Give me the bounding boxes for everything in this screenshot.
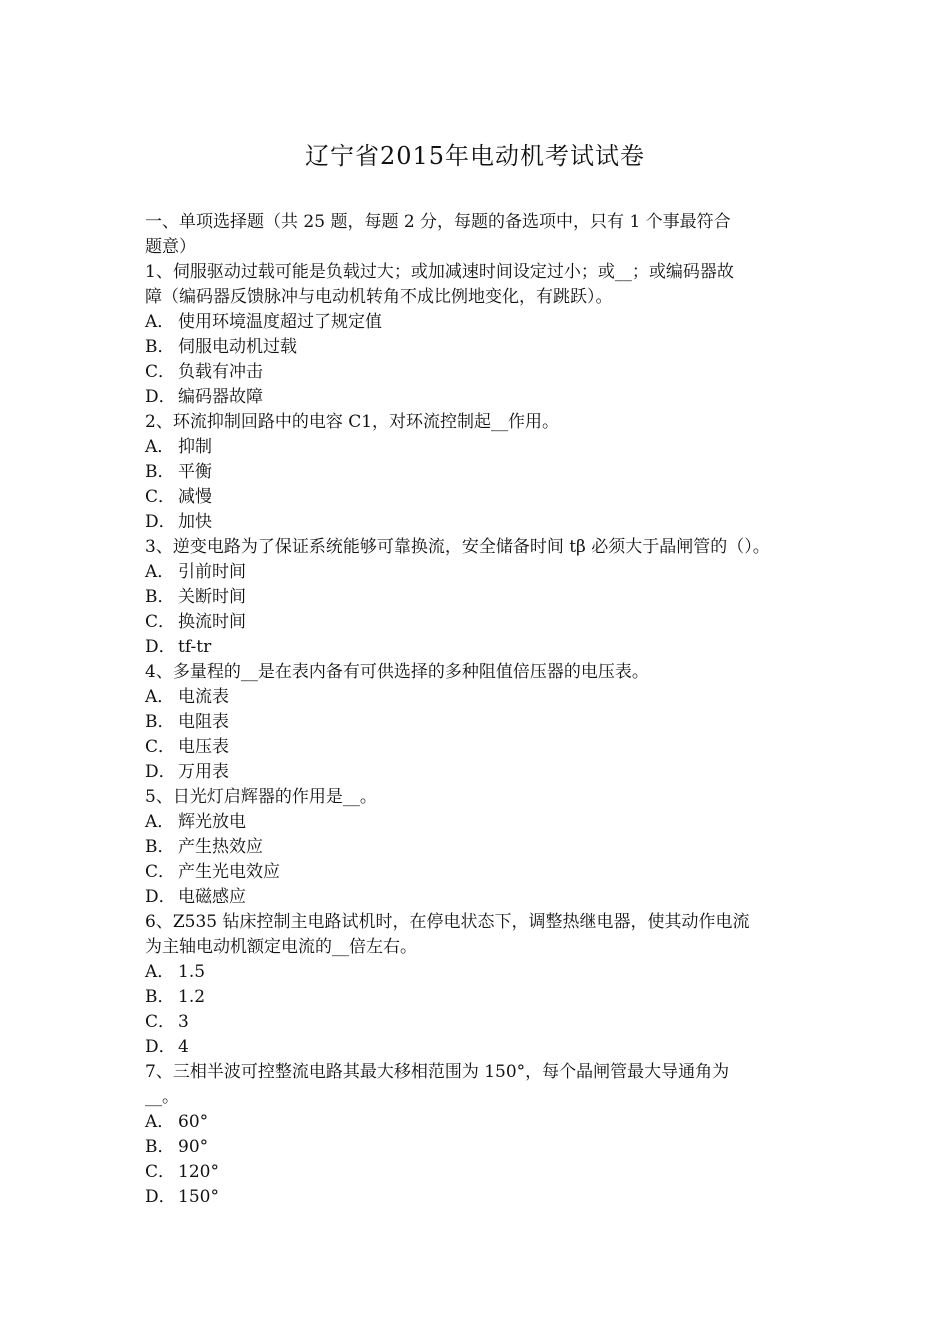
section-header-line: 一、单项选择题（共 25 题，每题 2 分，每题的备选项中，只有 1 个事最符合	[145, 212, 731, 232]
option-letter: C．	[145, 862, 176, 882]
option-letter: C．	[145, 612, 176, 632]
question-7	[145, 1060, 810, 1210]
question-4	[145, 660, 810, 785]
option-letter: C．	[145, 487, 176, 507]
option-text: 编码器故障	[178, 387, 263, 407]
section-header-line: 题意）	[145, 237, 196, 257]
answer-option	[145, 735, 810, 760]
option-letter: A．	[145, 812, 175, 832]
answer-option	[145, 635, 810, 660]
question-stem-line: 7、三相半波可控整流电路其最大移相范围为 150°，每个晶闸管最大导通角为	[145, 1062, 730, 1082]
question-stem-line: 1、伺服驱动过载可能是负载过大；或加减速时间设定过小；或__；或编码器故	[145, 262, 734, 282]
answer-option	[145, 560, 810, 585]
answer-option	[145, 760, 810, 785]
option-text: 产生光电效应	[178, 862, 280, 882]
option-letter: C．	[145, 737, 176, 757]
answer-option	[145, 610, 810, 635]
option-text: 平衡	[178, 462, 212, 482]
answer-option	[145, 885, 810, 910]
answer-option	[145, 1160, 810, 1185]
answer-option	[145, 860, 810, 885]
option-text: tf-tr	[178, 637, 212, 657]
option-text: 产生热效应	[178, 837, 263, 857]
option-text: 辉光放电	[178, 812, 246, 832]
option-letter: D．	[145, 887, 176, 907]
option-letter: B．	[145, 837, 175, 857]
answer-option	[145, 310, 810, 335]
option-text: 引前时间	[178, 562, 246, 582]
option-text: 150°	[178, 1187, 219, 1207]
question-stem-line: 4、多量程的__是在表内备有可供选择的多种阻值倍压器的电压表。	[145, 662, 649, 682]
answer-option	[145, 485, 810, 510]
question-3	[145, 535, 810, 660]
question-list	[145, 260, 810, 1210]
answer-option	[145, 510, 810, 535]
option-text: 3	[178, 1012, 189, 1032]
option-text: 减慢	[178, 487, 212, 507]
question-stem-line: 为主轴电动机额定电流的__倍左右。	[145, 937, 417, 957]
option-letter: A．	[145, 312, 175, 332]
option-text: 90°	[178, 1137, 209, 1157]
answer-option	[145, 1185, 810, 1210]
answer-option	[145, 685, 810, 710]
answer-option	[145, 1035, 810, 1060]
option-letter: D．	[145, 387, 176, 407]
option-letter: D．	[145, 512, 176, 532]
option-letter: D．	[145, 1187, 176, 1207]
question-stem-line: __。	[145, 1087, 179, 1107]
option-text: 使用环境温度超过了规定值	[178, 312, 382, 332]
page-title: 辽宁省2015年电动机考试试卷	[304, 142, 646, 170]
answer-option	[145, 835, 810, 860]
option-letter: A．	[145, 962, 175, 982]
answer-option	[145, 385, 810, 410]
answer-option	[145, 585, 810, 610]
question-stem-line: 3、逆变电路为了保证系统能够可靠换流，安全储备时间 tβ 必须大于晶闸管的（）。	[145, 537, 770, 557]
option-letter: A．	[145, 687, 175, 707]
option-text: 伺服电动机过载	[178, 337, 297, 357]
option-text: 加快	[178, 512, 212, 532]
answer-option	[145, 1135, 810, 1160]
option-letter: B．	[145, 462, 175, 482]
option-text: 电流表	[178, 687, 229, 707]
option-text: 负载有冲击	[178, 362, 263, 382]
option-letter: B．	[145, 587, 175, 607]
option-letter: B．	[145, 1137, 175, 1157]
answer-option	[145, 360, 810, 385]
option-text: 电磁感应	[178, 887, 246, 907]
question-5	[145, 785, 810, 910]
option-letter: B．	[145, 712, 175, 732]
option-text: 1.5	[178, 962, 206, 982]
option-letter: B．	[145, 337, 175, 357]
answer-option	[145, 960, 810, 985]
option-letter: C．	[145, 1162, 176, 1182]
option-text: 60°	[178, 1112, 209, 1132]
option-text: 换流时间	[178, 612, 246, 632]
answer-option	[145, 460, 810, 485]
question-6	[145, 910, 810, 1060]
option-text: 120°	[178, 1162, 219, 1182]
answer-option	[145, 710, 810, 735]
option-text: 1.2	[178, 987, 206, 1007]
answer-option	[145, 435, 810, 460]
option-letter: C．	[145, 1012, 176, 1032]
option-letter: A．	[145, 1112, 175, 1132]
answer-option	[145, 1110, 810, 1135]
option-text: 电压表	[178, 737, 229, 757]
exam-content	[145, 210, 810, 1210]
answer-option	[145, 335, 810, 360]
option-letter: C．	[145, 362, 176, 382]
option-text: 4	[178, 1037, 189, 1057]
option-text: 关断时间	[178, 587, 246, 607]
option-letter: D．	[145, 637, 176, 657]
question-stem-line: 2、环流抑制回路中的电容 C1，对环流控制起__作用。	[145, 412, 560, 432]
question-stem-line: 障（编码器反馈脉冲与电动机转角不成比例地变化，有跳跃）。	[145, 287, 613, 307]
option-letter: B．	[145, 987, 175, 1007]
option-text: 电阻表	[178, 712, 229, 732]
question-stem-line: 5、日光灯启辉器的作用是__。	[145, 787, 377, 807]
question-1	[145, 260, 810, 410]
question-stem-line: 6、Z535 钻床控制主电路试机时，在停电状态下，调整热继电器，使其动作电流	[145, 912, 750, 932]
option-text: 万用表	[178, 762, 229, 782]
option-letter: A．	[145, 437, 175, 457]
option-letter: A．	[145, 562, 175, 582]
option-letter: D．	[145, 1037, 176, 1057]
answer-option	[145, 810, 810, 835]
question-2	[145, 410, 810, 535]
option-text: 抑制	[178, 437, 212, 457]
option-letter: D．	[145, 762, 176, 782]
answer-option	[145, 1010, 810, 1035]
answer-option	[145, 985, 810, 1010]
